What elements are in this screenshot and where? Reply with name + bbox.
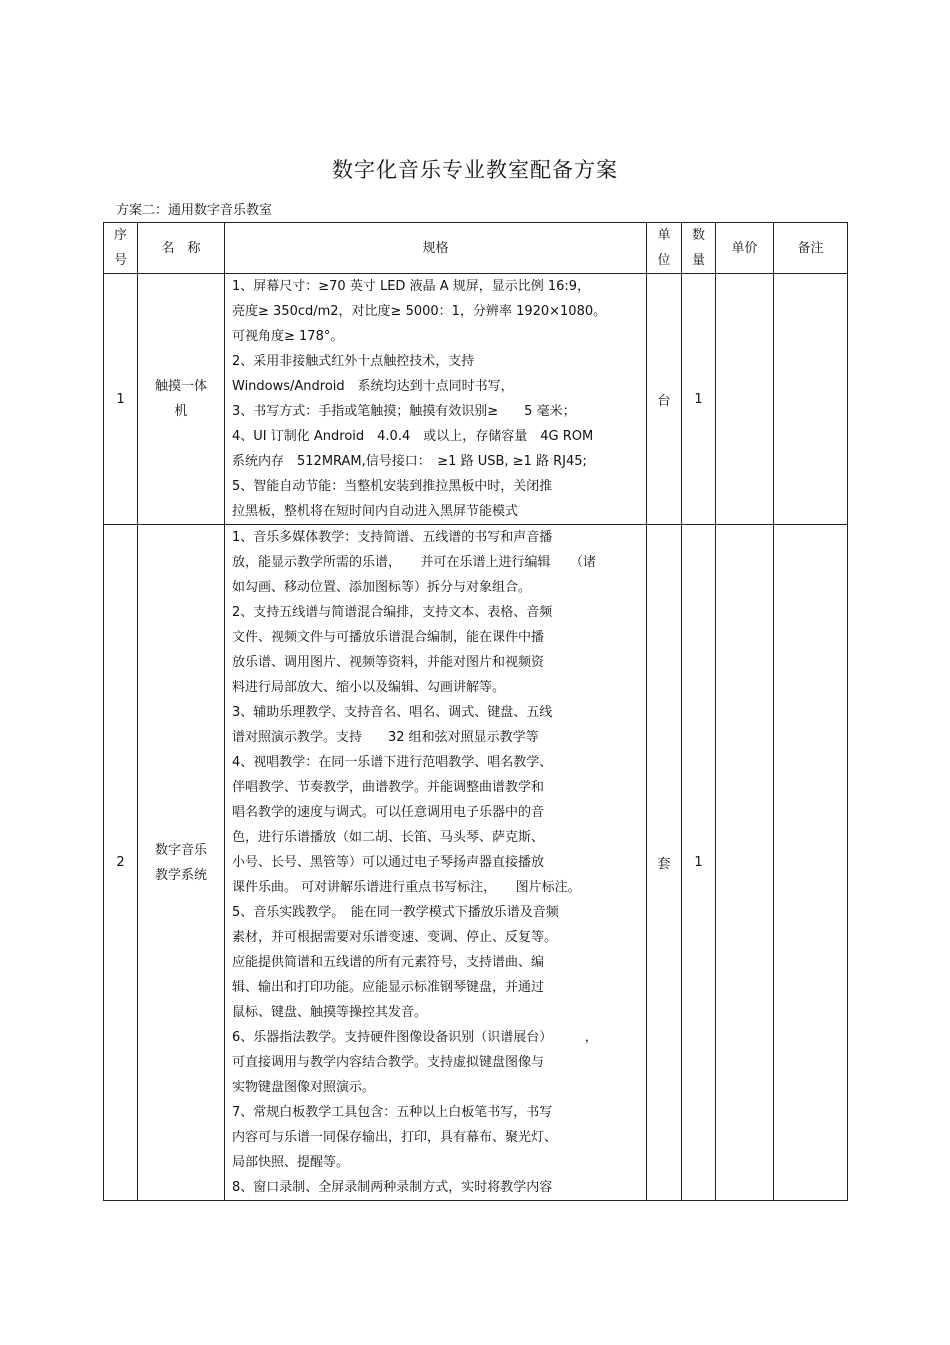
header-unit: 单 位 (647, 223, 682, 274)
row-item-name: 触摸一体 机 (138, 274, 225, 525)
document-title: 数字化音乐专业教室配备方案 (332, 158, 618, 182)
header-remarks: 备注 (774, 223, 848, 274)
row-spec: 1、音乐多媒体教学：支持简谱、五线谱的书写和声音播 放，能显示教学所需的乐谱， 并可在乐谱上进行编辑 （诸 如勾画、移动位置、添加图标等）拆分与对象组合。 2、支持五线谱与简谱混合编排，支持文本、表格、音频 文件、视频文件与可播放乐谱混合编制，能在课件中播 放乐谱、调用图片、视频等资料，并能对图片和视频资 料进行局部放大、缩小以及编辑、勾画讲解等。 3、辅助乐理教学、支持音名、唱名、调式、键盘、五线 谱对照演示教学。支持 32 组和弦对照显示教学等 4、视唱教学：在同一乐谱下进行范唱教学、唱名教学、 伴唱教学、节奏教学，曲谱教学。并能调整曲谱教学和 唱名教学的速度与调式。可以任意调用电子乐器中的音 色，进行乐谱播放（如二胡、长笛、马头琴、萨克斯、 小号、长号、黑管等）可以通过电子琴扬声器直接播放 课件乐曲。 可对讲解乐谱进行重点书写标注， 图片标注。 5、音乐实践教学。 能在同一教学模式下播放乐谱及音频 素材，并可根据需要对乐谱变速、变调、停止、反复等。 应能提供简谱和五线谱的所有元素符号，支持谱曲、编 辑、输出和打印功能。应能显示标准钢琴键盘，并通过 鼠标、键盘、触摸等操控其发音。 6、乐器指法教学。支持硬件图像设备识别（识谱展台） ， 可直接调用与教学内容结合教学。支持虚拟键盘图像与 实物键盘图像对照演示。 7、常规白板教学工具包含：五种以上白板笔书写，书写 内容可与乐谱一同保存输出，打印，具有幕布、聚光灯、 局部快照、提醒等。 8、窗口录制、全屏录制两种录制方式，实时将教学内容 (225, 525, 647, 1201)
row-unit: 台 (647, 274, 682, 525)
row-quantity: 1 (682, 274, 716, 525)
header-spec: 规格 (225, 223, 647, 274)
row-remarks (774, 525, 848, 1201)
table-header-row (104, 223, 848, 274)
header-name: 名 称 (138, 223, 225, 274)
header-unit-price: 单价 (716, 223, 774, 274)
row-unit-price (716, 274, 774, 525)
scheme-subtitle: 方案二：通用数字音乐教室 (116, 203, 273, 218)
row-item-name: 数字音乐 教学系统 (138, 525, 225, 1201)
table-row (104, 525, 848, 1201)
row-spec: 1、屏幕尺寸：≥70 英寸 LED 液晶 A 规屏，显示比例 16:9， 亮度≥ 350cd/m2，对比度≥ 5000：1，分辨率 1920×1080。 可视角度≥ 178°。 2、采用非接触式红外十点触控技术，支持 Windows/Android 系统均达到十点同时书写， 3、书写方式：手指或笔触摸；触摸有效识别≥ 5 毫米； 4、UI 订制化 Android 4.0.4 或以上，存储容量 4G ROM 系统内存 512MRAM,信号接口： ≥1 路 USB, ≥1 路 RJ45; 5、智能自动节能：当整机安装到推拉黑板中时，关闭推 拉黑板，整机将在短时间内自动进入黑屏节能模式 (225, 274, 647, 525)
row-unit-price (716, 525, 774, 1201)
table-row (104, 274, 848, 525)
row-remarks (774, 274, 848, 525)
header-quantity: 数 量 (682, 223, 716, 274)
header-index: 序 号 (104, 223, 138, 274)
row-index: 2 (104, 525, 138, 1201)
equipment-spec-table (103, 222, 848, 1201)
row-index: 1 (104, 274, 138, 525)
row-unit: 套 (647, 525, 682, 1201)
row-quantity: 1 (682, 525, 716, 1201)
